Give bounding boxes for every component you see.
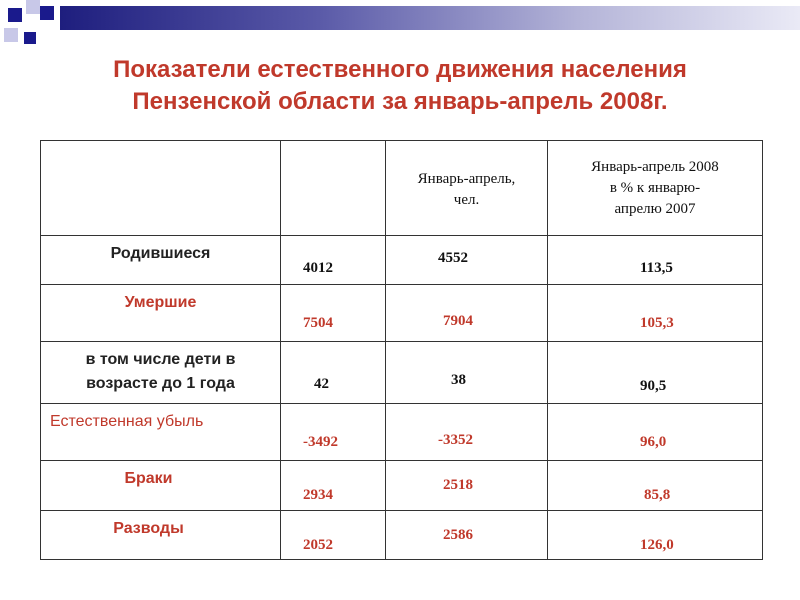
deaths-percent-value: 105,3 — [640, 315, 674, 331]
header-cell-percent — [548, 141, 763, 236]
marriages-percent-value: 85,8 — [644, 487, 671, 503]
value-cell-percent — [548, 404, 763, 461]
value-cell-2007 — [281, 404, 386, 461]
corner-square-1 — [8, 8, 22, 22]
infants-2007-value: 42 — [314, 376, 329, 392]
value-cell-percent — [548, 236, 763, 285]
table-header-row — [41, 141, 763, 236]
value-cell-2008 — [386, 236, 548, 285]
value-cell-2008 — [386, 511, 548, 560]
page-title — [40, 54, 760, 118]
header-gradient-band — [60, 6, 800, 30]
deaths-2007-value: 7504 — [303, 315, 333, 331]
corner-square-4 — [4, 28, 18, 42]
value-cell-2007 — [281, 342, 386, 404]
header-percent-line2: в % к январю- — [609, 180, 701, 196]
infants-percent-value: 90,5 — [640, 378, 667, 394]
table-row — [41, 236, 763, 285]
row-label-deaths: Умершие — [124, 294, 197, 311]
value-cell-2008 — [386, 404, 548, 461]
births-2008-value: 4552 — [438, 250, 468, 266]
divorces-percent-value: 126,0 — [640, 537, 674, 553]
marriages-2007-value: 2934 — [303, 487, 333, 503]
header-jan-apr-line1: Январь-апрель, — [417, 171, 516, 187]
header-jan-apr-line2: чел. — [453, 192, 480, 208]
row-label-births: Родившиеся — [110, 245, 211, 262]
value-cell-2008 — [386, 342, 548, 404]
header-cell-jan-apr — [386, 141, 548, 236]
value-cell-percent — [548, 342, 763, 404]
row-label-cell — [41, 342, 281, 404]
infants-2008-value: 38 — [451, 372, 466, 388]
corner-square-3 — [40, 6, 54, 20]
row-label-infants-line2: возрасте до 1 года — [86, 375, 235, 392]
value-cell-2007 — [281, 285, 386, 342]
births-2007-value: 4012 — [303, 260, 333, 276]
corner-square-5 — [24, 32, 36, 44]
row-label-natural-decrease: Естественная убыль — [50, 413, 204, 430]
row-label-cell — [41, 404, 281, 461]
value-cell-2007 — [281, 236, 386, 285]
value-cell-2007 — [281, 511, 386, 560]
table-row — [41, 461, 763, 511]
row-label-cell — [41, 236, 281, 285]
value-cell-percent — [548, 461, 763, 511]
title-line-1: Показатели естественного движения населения — [113, 56, 687, 83]
table-row — [41, 404, 763, 461]
title-line-2: Пензенской области за январь-апрель 2008г. — [132, 88, 668, 115]
row-label-divorces: Разводы — [113, 520, 184, 537]
decrease-2007-value: -3492 — [303, 434, 338, 450]
row-label-marriages: Браки — [124, 470, 173, 487]
decrease-percent-value: 96,0 — [640, 434, 667, 450]
statistics-table — [40, 140, 763, 560]
value-cell-2008 — [386, 461, 548, 511]
divorces-2008-value: 2586 — [443, 527, 473, 543]
row-label-cell — [41, 285, 281, 342]
row-label-cell — [41, 511, 281, 560]
table-row — [41, 342, 763, 404]
row-label-infants — [41, 348, 280, 396]
table-row — [41, 511, 763, 560]
value-cell-percent — [548, 285, 763, 342]
decrease-2008-value: -3352 — [438, 432, 473, 448]
value-cell-percent — [548, 511, 763, 560]
header-cell-empty-2 — [281, 141, 386, 236]
row-label-cell — [41, 461, 281, 511]
corner-square-2 — [26, 0, 40, 14]
table-row — [41, 285, 763, 342]
row-label-infants-line1: в том числе дети в — [85, 351, 236, 368]
deaths-2008-value: 7904 — [443, 313, 473, 329]
value-cell-2007 — [281, 461, 386, 511]
header-cell-empty-1 — [41, 141, 281, 236]
births-percent-value: 113,5 — [640, 260, 673, 276]
marriages-2008-value: 2518 — [443, 477, 473, 493]
value-cell-2008 — [386, 285, 548, 342]
header-percent-line1: Январь-апрель 2008 — [591, 159, 719, 175]
header-percent-line3: апрелю 2007 — [614, 201, 696, 217]
divorces-2007-value: 2052 — [303, 537, 333, 553]
